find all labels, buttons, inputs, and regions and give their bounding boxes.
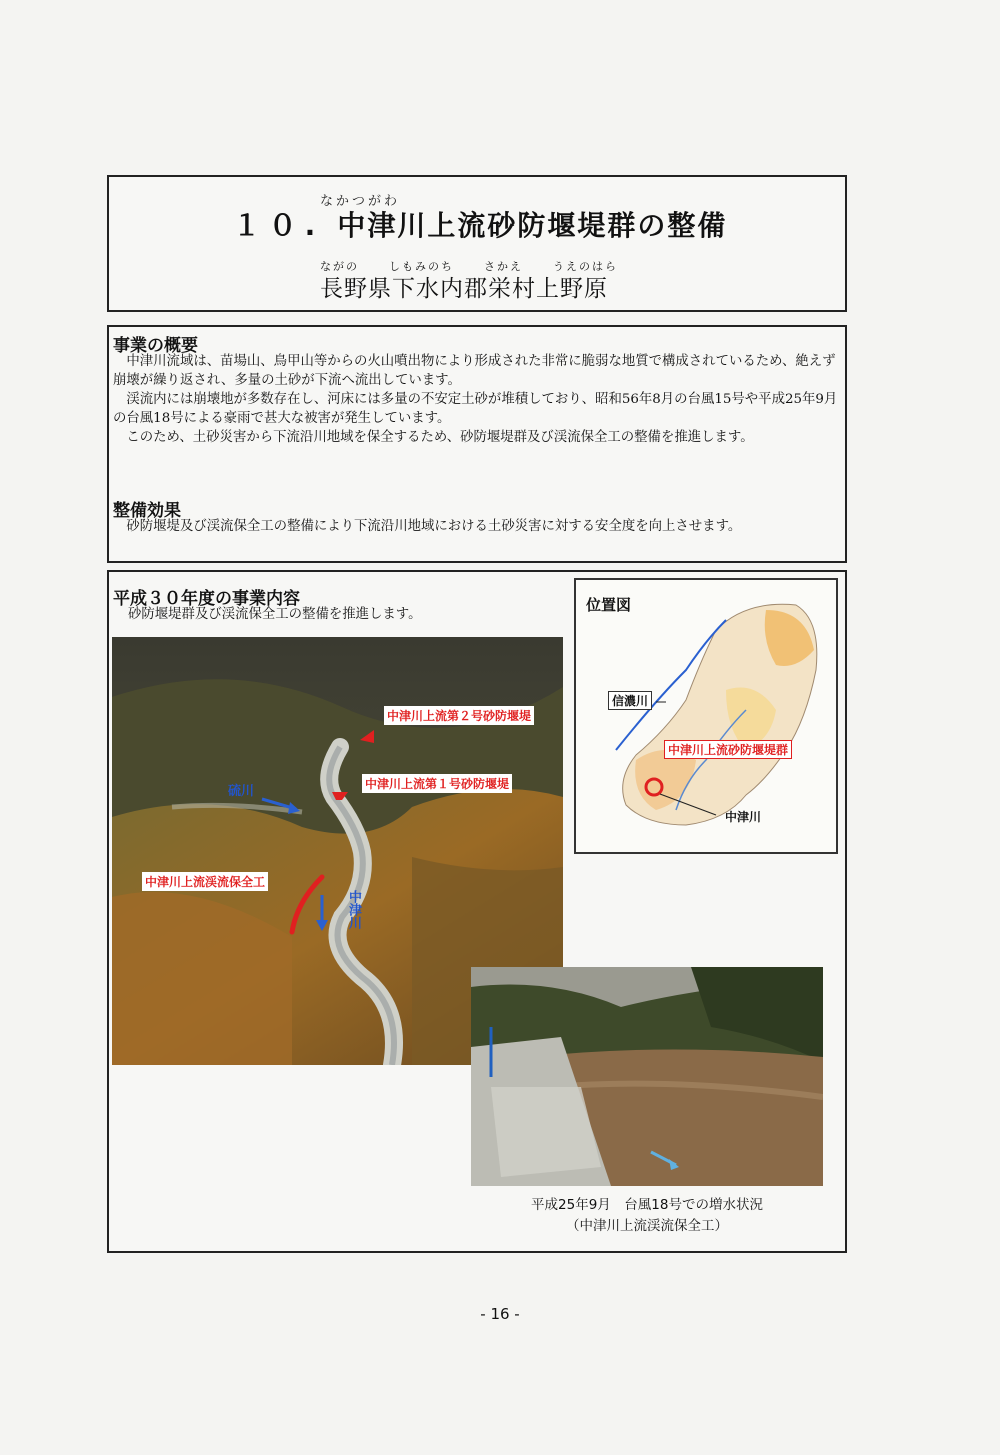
map-title: 位置図 — [586, 596, 632, 614]
photo-caption — [471, 1195, 823, 1237]
caption-line2: （中津川上流渓流保全工） — [566, 1218, 728, 1234]
work-text: 砂防堰堤群及び渓流保全工の整備を推進します。 — [128, 607, 422, 622]
page-title — [140, 204, 820, 244]
ruby-shimominochi: しもみのち — [389, 260, 454, 273]
effect-paragraph: 砂防堰堤及び渓流保全工の整備により下流沿川地域における土砂災害に対する安全度を向上させます。 — [126, 519, 742, 534]
location-text: 長野県下水内郡栄村上野原 — [320, 276, 608, 302]
ruby-sakae: さかえ — [484, 260, 523, 273]
page-number: - 16 - — [480, 1305, 520, 1323]
effect-heading: 整備効果 — [113, 501, 181, 521]
summary-heading: 事業の概要 — [113, 336, 198, 356]
summary-paragraph: 渓流内には崩壊地が多数存在し、河床には多量の不安定土砂が堆積しており、昭和56年8月の台風15号や平成25年9月の台風18号による豪雨で甚大な被害が発生しています。 — [113, 392, 838, 426]
work-heading: 平成３０年度の事業内容 — [113, 589, 300, 609]
river-label: 中津川 — [346, 890, 361, 929]
flood-photo-image — [471, 967, 823, 1186]
group-label: 中津川上流砂防堰堤群 — [664, 740, 792, 759]
caption-line1: 平成25年9月 台風18号での増水状況 — [531, 1197, 763, 1213]
flood-photo — [471, 967, 823, 1186]
summary-text — [113, 352, 841, 447]
ruby-uenohara: うえのはら — [553, 260, 618, 273]
summary-paragraph: このため、土砂災害から下流沿川地域を保全するため、砂防堰堤群及び渓流保全工の整備を推進します。 — [126, 430, 754, 445]
summary-paragraph: 中津川流域は、苗場山、鳥甲山等からの火山噴出物により形成された非常に脆弱な地質で構成されているため、絶えず崩壊が繰り返され、多量の土砂が下流へ流出しています。 — [113, 354, 836, 388]
dam1-label: 中津川上流第１号砂防堰堤 — [362, 774, 512, 793]
title-ruby: なかつがわ — [320, 194, 401, 209]
map-image — [576, 580, 838, 854]
channel-label: 中津川上流渓流保全工 — [142, 872, 268, 891]
effect-text — [113, 517, 841, 536]
tributary-label: 硫川 — [228, 784, 255, 799]
ruby-nagano: ながの — [320, 260, 359, 273]
shinano-label: 信濃川 — [608, 691, 652, 710]
title-text: 中津川上流砂防堰堤群の整備 — [337, 209, 728, 242]
title-number: １０. — [232, 209, 324, 242]
location-map — [574, 578, 838, 854]
dam2-label: 中津川上流第２号砂防堰堤 — [384, 706, 534, 725]
nakatsu-label: 中津川 — [725, 810, 762, 824]
